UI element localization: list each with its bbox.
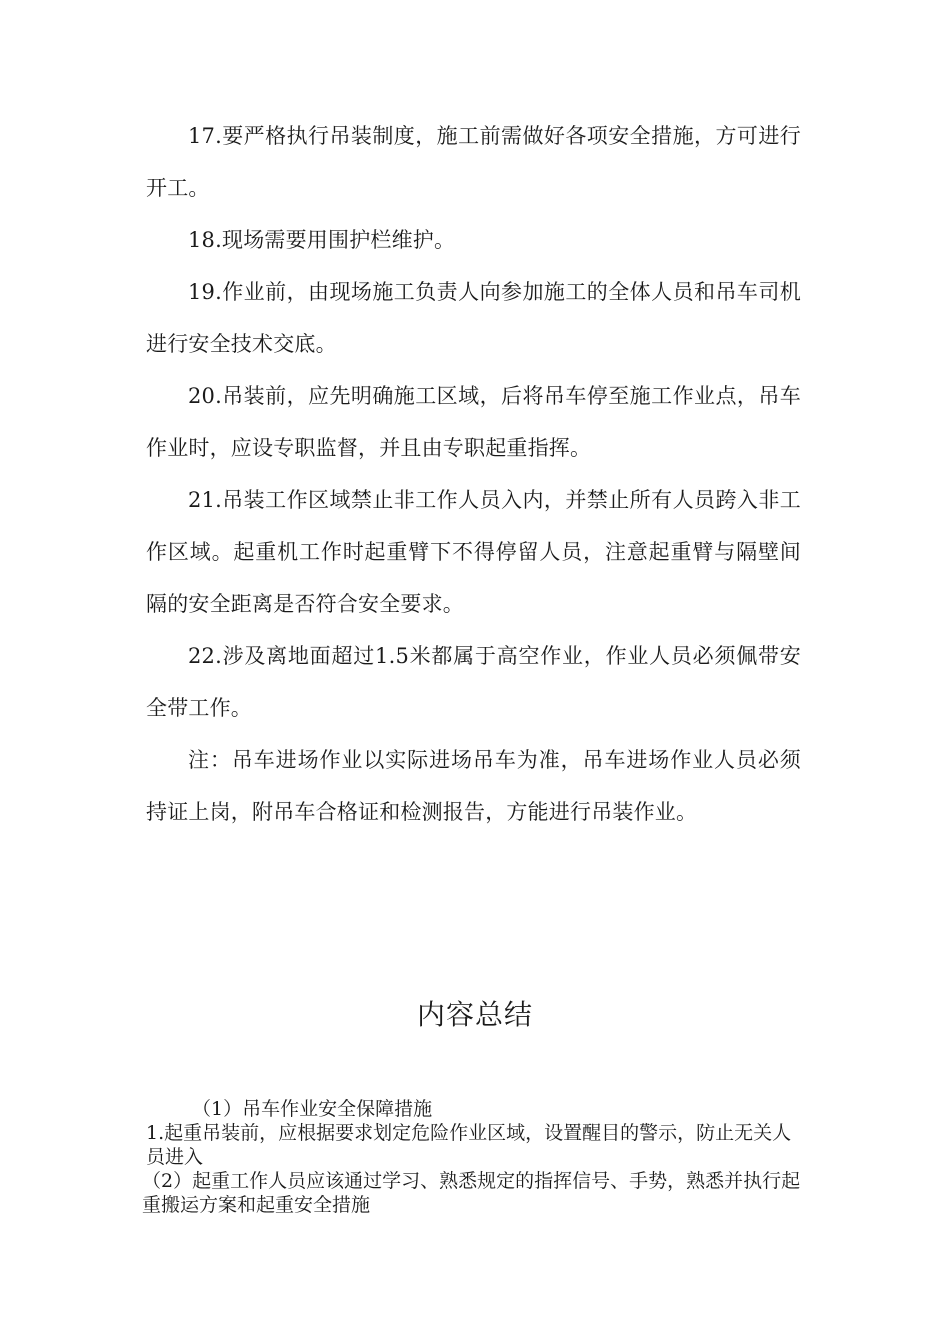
paragraph-22: 22.涉及离地面超过1.5米都属于高空作业，作业人员必须佩带安全带工作。	[146, 644, 801, 720]
paragraph-18: 18.现场需要用围护栏维护。	[188, 228, 456, 252]
body-text	[146, 110, 801, 838]
paragraph-21: 21.吊装工作区域禁止非工作人员入内，并禁止所有人员跨入非工作区域。起重机工作时起重臂下不得停留人员，注意起重臂与隔壁间隔的安全距离是否符合安全要求。	[146, 488, 801, 616]
summary-block	[142, 1097, 802, 1217]
note-paragraph: 注：吊车进场作业以实际进场吊车为准，吊车进场作业人员必须持证上岗，附吊车合格证和检测报告，方能进行吊装作业。	[146, 748, 801, 824]
summary-title: 内容总结	[416, 998, 533, 1031]
summary-line-2: 1.起重吊装前，应根据要求划定危险作业区域，设置醒目的警示，防止无关人员进入	[146, 1122, 792, 1168]
paragraph-20: 20.吊装前，应先明确施工区域，后将吊车停至施工作业点，吊车作业时，应设专职监督，并且由专职起重指挥。	[146, 384, 801, 460]
summary-line-1: （1）吊车作业安全保障措施	[192, 1098, 433, 1120]
summary-line-3: （2）起重工作人员应该通过学习、熟悉规定的指挥信号、手势，熟悉并执行起重搬运方案和起重安全措施	[142, 1170, 801, 1216]
paragraph-17: 17.要严格执行吊装制度，施工前需做好各项安全措施，方可进行开工。	[146, 124, 801, 200]
paragraph-19: 19.作业前，由现场施工负责人向参加施工的全体人员和吊车司机进行安全技术交底。	[146, 280, 801, 356]
